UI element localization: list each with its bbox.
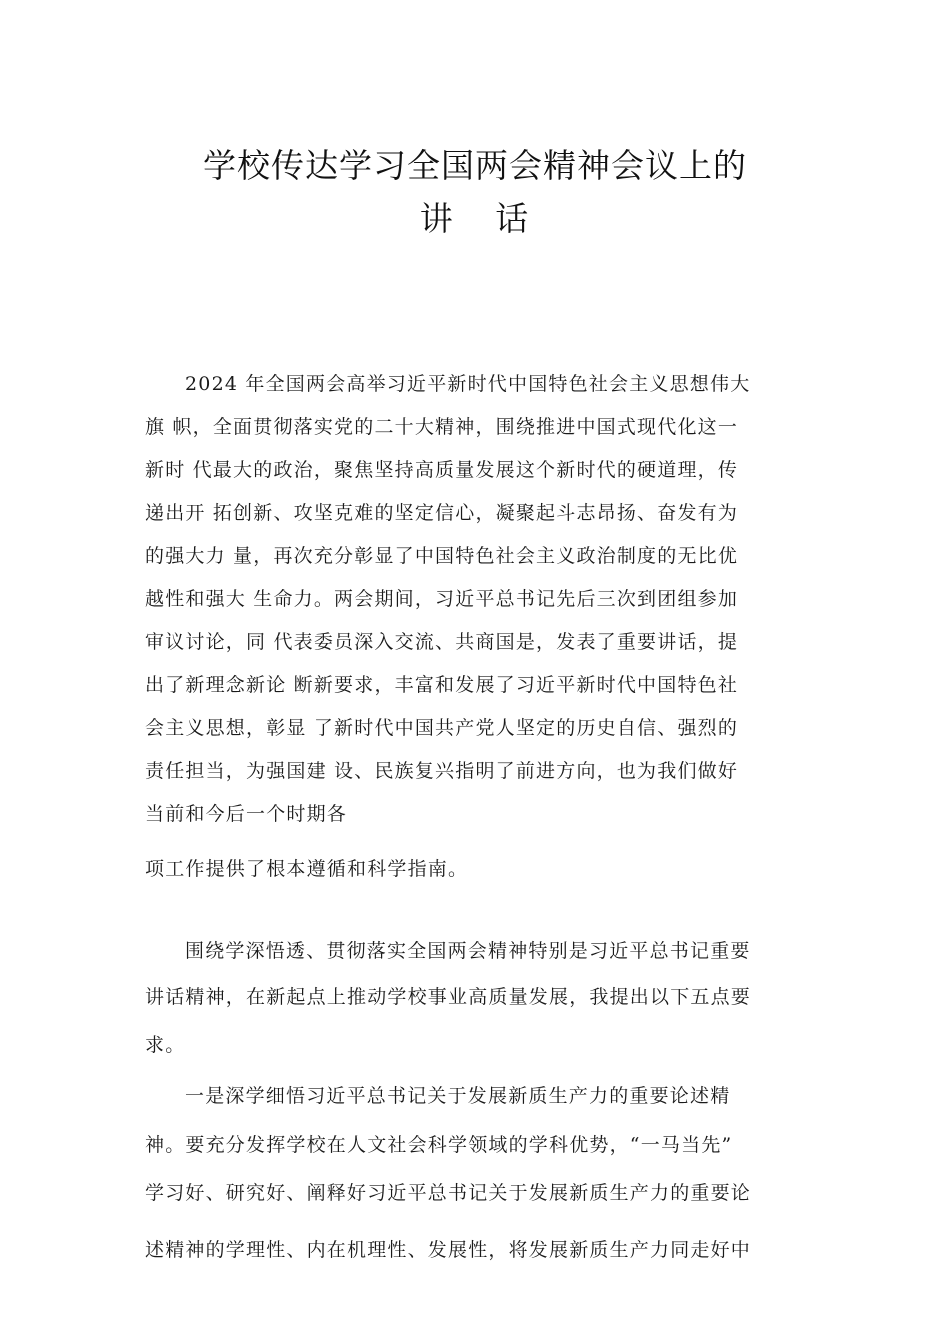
paragraph-line: 责任担当，为强国建 设、民族复兴指明了前进方向，也为我们做好 <box>145 760 739 782</box>
paragraph-line: 当前和今后一个时期各 <box>145 803 348 825</box>
paragraph-line: 围绕学深悟透、贯彻落实全国两会精神特别是习近平总书记重要 <box>185 940 751 962</box>
paragraph-line: 审议讨论，同 代表委员深入交流、共商国是，发表了重要讲话，提 <box>145 631 739 653</box>
paragraph-line: 讲话精神，在新起点上推动学校事业高质量发展，我提出以下五点要 <box>145 986 752 1008</box>
paragraph-line: 新时 代最大的政治，聚焦坚持高质量发展这个新时代的硬道理，传 <box>145 459 739 481</box>
paragraph-line: 神。要充分发挥学校在人文社会科学领域的学科优势，“一马当先” <box>145 1134 733 1156</box>
paragraph-line: 会主义思想，彰显 了新时代中国共产党人坚定的历史自信、强烈的 <box>145 717 739 739</box>
paragraph-line: 述精神的学理性、内在机理性、发展性，将发展新质生产力同走好中 <box>145 1239 752 1261</box>
document-title: 学校传达学习全国两会精神会议上的 <box>203 146 747 185</box>
paragraph-line: 学习好、研究好、阐释好习近平总书记关于发展新质生产力的重要论 <box>145 1182 752 1204</box>
paragraph-line: 一是深学细悟习近平总书记关于发展新质生产力的重要论述精 <box>185 1085 731 1107</box>
paragraph-line: 项工作提供了根本遵循和科学指南。 <box>145 858 469 880</box>
paragraph-line: 出了新理念新论 断新要求，丰富和发展了习近平新时代中国特色社 <box>145 674 739 696</box>
paragraph-line: 递出开 拓创新、攻坚克难的坚定信心，凝聚起斗志昂扬、奋发有为 <box>145 502 739 524</box>
document-title-line2: 讲 话 <box>419 199 545 238</box>
paragraph-line: 求。 <box>145 1034 186 1056</box>
paragraph-line: 旗 帜，全面贯彻落实党的二十大精神，围绕推进中国式现代化这一 <box>145 416 739 438</box>
paragraph-line: 2024 年全国两会高举习近平新时代中国特色社会主义思想伟大 <box>185 373 751 395</box>
paragraph-line: 越性和强大 生命力。两会期间，习近平总书记先后三次到团组参加 <box>145 588 739 610</box>
paragraph-line: 的强大力 量，再次充分彰显了中国特色社会主义政治制度的无比优 <box>145 545 739 567</box>
